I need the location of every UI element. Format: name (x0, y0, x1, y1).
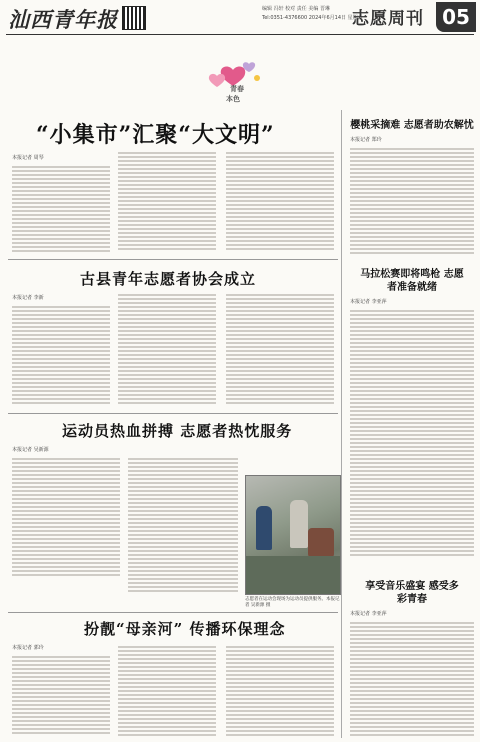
qr-code-icon (122, 6, 146, 30)
byline-heat: 本报记者 吴新源 (12, 447, 49, 453)
column-divider (341, 110, 342, 738)
emblem-tag-bottom: 本色 (226, 95, 240, 103)
byline-side-cherry: 本报记者 郑玲 (350, 137, 382, 143)
headline-assoc: 古县青年志愿者协会成立 (80, 270, 257, 288)
headline-side-marathon: 马拉松赛即将鸣枪 志愿者准备就绪 (360, 269, 464, 293)
header-meta-line2: Tel:0351-4376600 2024年6月14日 星期五 (262, 15, 363, 21)
body-text-heat-col2 (128, 456, 238, 596)
section-title: 志愿周刊 (352, 9, 424, 29)
byline-assoc: 本报记者 李新 (12, 295, 44, 301)
body-text-side-marathon (350, 308, 474, 562)
headline-heat: 运动员热血拼搏 志愿者热忱服务 (62, 422, 293, 440)
headline-side-cherry: 櫻桃采摘难 志愿者助农解忧 (350, 120, 474, 131)
body-text-assoc-col2 (118, 292, 216, 408)
newspaper-logo: 汕西青年报 (8, 7, 118, 32)
body-text-river-col3 (226, 644, 334, 738)
headline-side-music: 享受音乐盛宴 感受多彩青春 (365, 581, 459, 605)
byline-main: 本报记者 周琴 (12, 155, 44, 161)
photo-caption: 志愿者在运动会现场为运动员提供服务。本报记者 吴新源 摄 (245, 597, 340, 608)
header-meta-line1: 编辑 冯轩 校对 责任 美编 晋琳 (262, 6, 330, 12)
section-divider (8, 612, 338, 613)
page-number: 05 (436, 2, 476, 32)
body-text-side-cherry (350, 146, 474, 258)
section-divider (8, 413, 338, 414)
header-divider (6, 34, 474, 35)
byline-river: 本报记者 郭玲 (12, 645, 44, 651)
headline-river: 扮靓“母亲河” 传播环保理念 (84, 620, 286, 638)
body-text-main-col1 (12, 164, 110, 254)
body-text-main-col3 (226, 150, 334, 254)
body-text-river-col2 (118, 644, 216, 738)
body-text-river-col1 (12, 654, 110, 738)
body-text-assoc-col1 (12, 304, 110, 408)
body-text-side-music (350, 620, 474, 738)
section-divider (8, 259, 338, 260)
body-text-heat-col1 (12, 456, 120, 578)
body-text-main-col2 (118, 150, 216, 254)
emblem-tag-top: 青春 (230, 85, 244, 93)
byline-side-music: 本报记者 李亚萍 (350, 611, 387, 617)
headline-main: “小集市”汇聚“大文明” (36, 122, 275, 148)
volunteer-photo (245, 475, 341, 595)
body-text-assoc-col3 (226, 292, 334, 408)
byline-side-marathon: 本报记者 李亚萍 (350, 299, 387, 305)
